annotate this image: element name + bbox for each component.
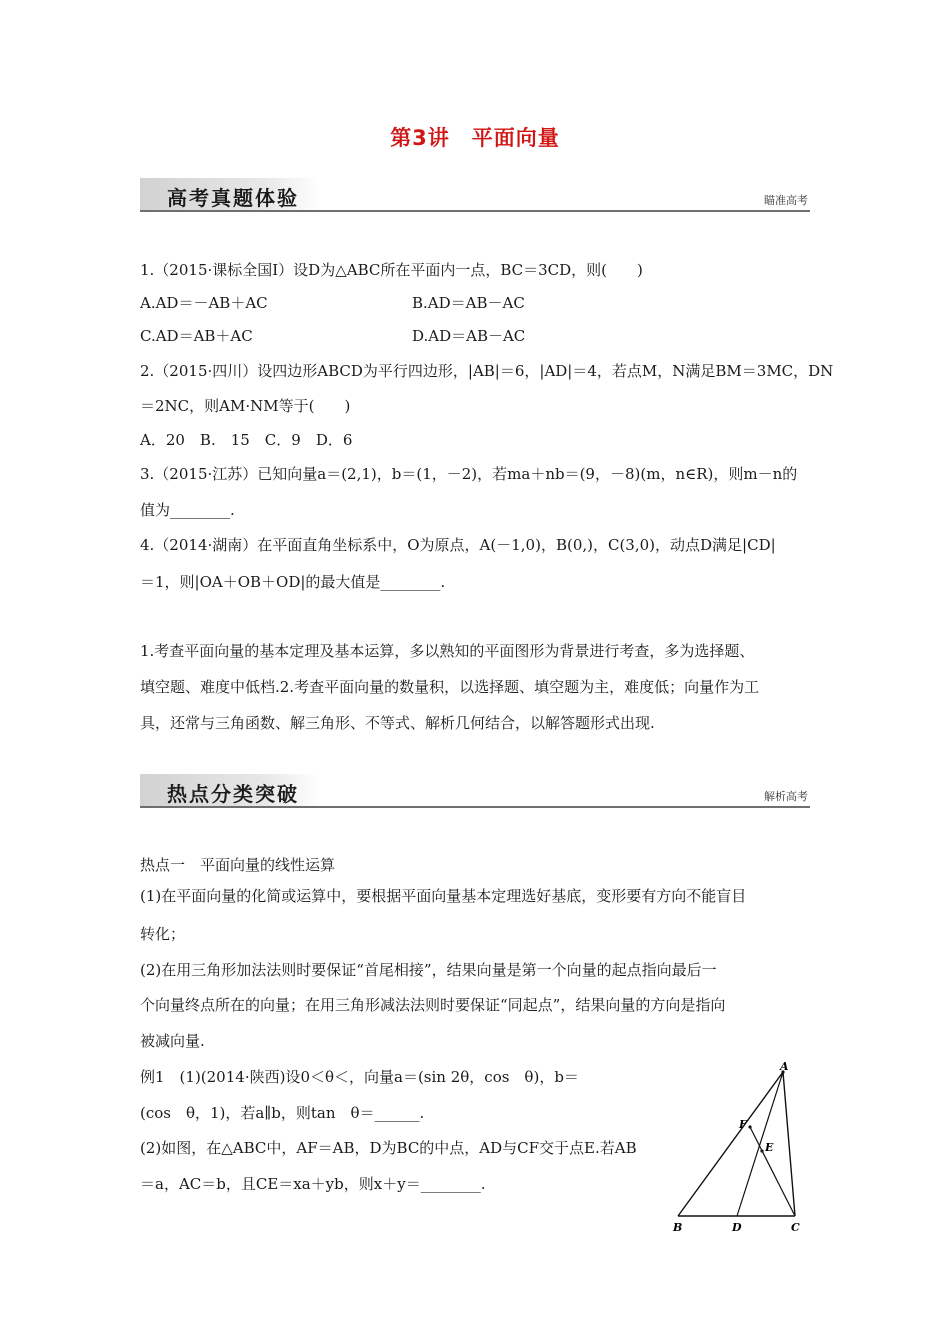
question-3-line-2: 值为________.: [140, 501, 235, 519]
section-tag: 解析高考: [764, 790, 808, 803]
segment-ad: [737, 1072, 783, 1216]
page-title: 第3讲 平面向量: [390, 126, 560, 150]
section-header-exam: [140, 178, 810, 212]
label-d: D: [732, 1221, 742, 1234]
hotspot-paragraph-2c: 被减向量.: [140, 1032, 205, 1050]
point-f: [748, 1125, 751, 1128]
hotspot-paragraph-1a: (1)在平面向量的化简或运算中，要根据平面向量基本定理选好基底，变形要有方向不能盲目: [140, 887, 747, 905]
question-2-line-1: 2.（2015·四川）设四边形ABCD为平行四边形，|AB|＝6，|AD|＝4，若点M，N满足BM＝3MC，DN: [140, 362, 834, 380]
label-c: C: [791, 1221, 800, 1234]
hotspot-paragraph-2b: 个向量终点所在的向量；在用三角形减法法则时要保证“同起点”，结果向量的方向是指向: [140, 996, 726, 1014]
summary-line-2: 填空题、难度中低档.2.考查平面向量的数量积，以选择题、填空题为主，难度低；向量作为工: [140, 678, 760, 696]
question-1-option-b: B.AD＝AB－AC: [412, 294, 525, 312]
question-3-line-1: 3.（2015·江苏）已知向量a＝(2,1)，b＝(1，－2)，若ma＋nb＝(9，－8)(m，n∈R)，则m－n的: [140, 465, 798, 483]
section-title: 高考真题体验: [167, 186, 299, 210]
hotspot-paragraph-1b: 转化；: [140, 925, 186, 943]
question-1-option-a: A.AD＝－AB＋AC: [140, 294, 268, 312]
question-4-line-1: 4.（2014·湖南）在平面直角坐标系中，O为原点，A(－1,0)，B(0,)，C(3,0)，动点D满足|CD|: [140, 536, 776, 554]
question-1-stem: 1.（2015·课标全国Ⅰ）设D为△ABC所在平面内一点，BC＝3CD，则( ): [140, 261, 643, 279]
question-2-line-2: ＝2NC，则AM·NM等于( ): [140, 397, 351, 415]
summary-line-1: 1.考查平面向量的基本定理及基本运算，多以熟知的平面图形为背景进行考查，多为选择题、: [140, 642, 755, 660]
question-1-option-d: D.AD＝AB－AC: [412, 327, 526, 345]
example-line-4: ＝a，AC＝b，且CE＝xa＋yb，则x＋y＝________.: [140, 1175, 486, 1193]
example-line-2: (cos θ，1)，若a∥b，则tan θ＝______.: [140, 1104, 425, 1122]
example-line-1: 例1 (1)(2014·陕西)设0＜θ＜，向量a＝(sin 2θ，cos θ)，b＝: [140, 1068, 579, 1086]
point-e: [760, 1149, 763, 1152]
question-2-options: A．20 B. 15 C．9 D．6: [140, 431, 353, 449]
summary-line-3: 具，还常与三角函数、解三角形、不等式、解析几何结合，以解答题形式出现.: [140, 714, 655, 732]
label-f: F: [739, 1118, 747, 1131]
example-line-3: (2)如图，在△ABC中，AF＝AB，D为BC的中点，AD与CF交于点E.若AB: [140, 1139, 637, 1157]
question-1-option-c: C.AD＝AB＋AC: [140, 327, 253, 345]
label-a: A: [780, 1062, 789, 1073]
hotspot-heading: 热点一 平面向量的线性运算: [140, 856, 336, 874]
label-b: B: [673, 1221, 683, 1234]
section-tag: 瞄准高考: [764, 194, 808, 207]
section-header-hotspots: [140, 774, 810, 808]
section-title: 热点分类突破: [167, 782, 299, 806]
segment-ac: [783, 1072, 795, 1216]
hotspot-paragraph-2a: (2)在用三角形加法法则时要保证“首尾相接”，结果向量是第一个向量的起点指向最后一: [140, 961, 717, 979]
triangle-figure: [670, 1062, 810, 1238]
label-e: E: [765, 1141, 774, 1154]
question-4-line-2: ＝1，则|OA＋OB＋OD|的最大值是________.: [140, 573, 446, 591]
